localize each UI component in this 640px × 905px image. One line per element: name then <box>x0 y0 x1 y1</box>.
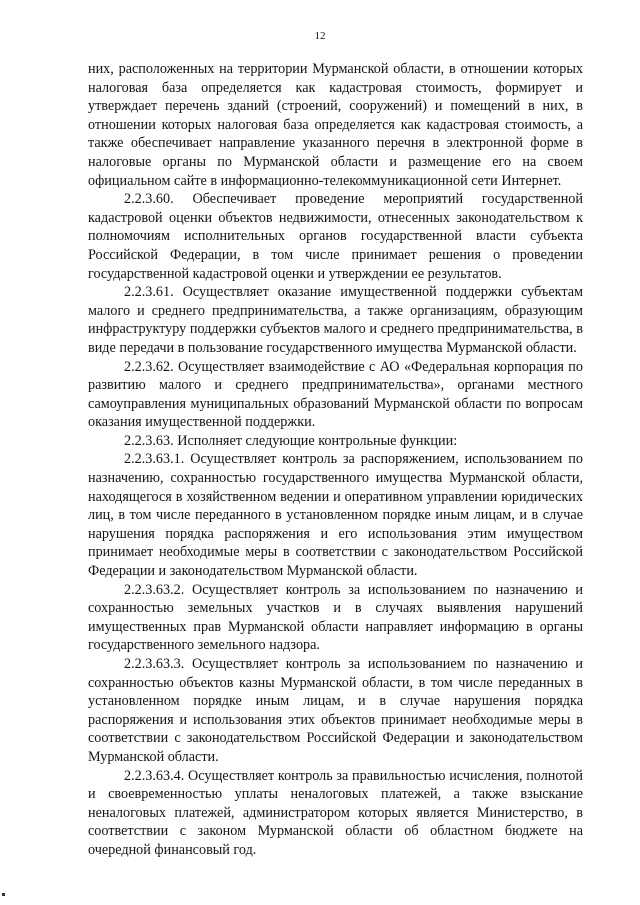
paragraph-2-2-3-60: 2.2.3.60. Обеспечивает проведение мероприятий государственной кадастровой оценки объектов недвижимости, отнесенных законодательством к полномочиям исполнительных органов государственной власти субъекта Российской Федерации, в том числе принимает решения о проведении государственной кадастровой оценки и утверждении ее результатов. <box>88 191 583 282</box>
scan-artifact-mark <box>2 893 5 896</box>
paragraph-2-2-3-63-4: 2.2.3.63.4. Осуществляет контроль за правильностью исчисления, полнотой и своевременностью уплаты неналоговых платежей, а также взыскание неналоговых платежей, администратором которых является Министерство, в соответствии с законом Мурманской области об областном бюджете на очередной финансовый год. <box>88 767 583 858</box>
document-body <box>88 60 583 860</box>
paragraph-2-2-3-62: 2.2.3.62. Осуществляет взаимодействие с АО «Федеральная корпорация по развитию малого и среднего предпринимательства», органами местного самоуправления муниципальных образований Мурманской области по вопросам оказания имущественной поддержки. <box>88 358 583 431</box>
paragraph-2-2-3-61: 2.2.3.61. Осуществляет оказание имущественной поддержки субъектам малого и среднего предпринимательства, а также организациям, образующим инфраструктуру поддержки субъектов малого и среднего предпринимательства, в виде передачи в пользование государственного имущества Мурманской области. <box>88 284 583 356</box>
paragraph-2-2-3-63: 2.2.3.63. Исполняет следующие контрольные функции: <box>124 432 458 449</box>
paragraph-continuation: них, расположенных на территории Мурманской области, в отношении которых налоговая база определяется как кадастровая стоимость, формирует и утверждает перечень зданий (строений, сооружений) и помещений в них, в отношении которых налоговая база определяется как кадастровая стоимость, а также обеспечивает направление указанного перечня в электронной форме в налоговые органы по Мурманской области и размещение его на своем официальном сайте в информационно-телекоммуникационной сети Интернет. <box>88 61 583 189</box>
paragraph-2-2-3-63-2: 2.2.3.63.2. Осуществляет контроль за использованием по назначению и сохранностью земельных участков и в случаях выявления нарушений имущественных прав Мурманской области направляет информацию в органы государственного земельного надзора. <box>88 581 583 654</box>
paragraph-2-2-3-63-1: 2.2.3.63.1. Осуществляет контроль за распоряжением, использованием по назначению, сохранностью государственного имущества Мурманской области, находящегося в хозяйственном ведении и оперативном управлении юридических лиц, в том числе переданного в установленном порядке иным лицам, и в случае нарушения порядка распоряжения и его использования этим имуществом принимает необходимые меры в соответствии с законодательством Российской Федерации и законодательством Мурманской области. <box>88 451 583 580</box>
page-number: 12 <box>314 30 326 42</box>
paragraph-2-2-3-63-3: 2.2.3.63.3. Осуществляет контроль за использованием по назначению и сохранностью объектов казны Мурманской области, в том числе переданных в установленном порядке иным лицам, и в случае нарушения порядка распоряжения и использования этих объектов принимает необходимые меры в соответствии с законодательством Российской Федерации и законодательством Мурманской области. <box>88 656 583 765</box>
